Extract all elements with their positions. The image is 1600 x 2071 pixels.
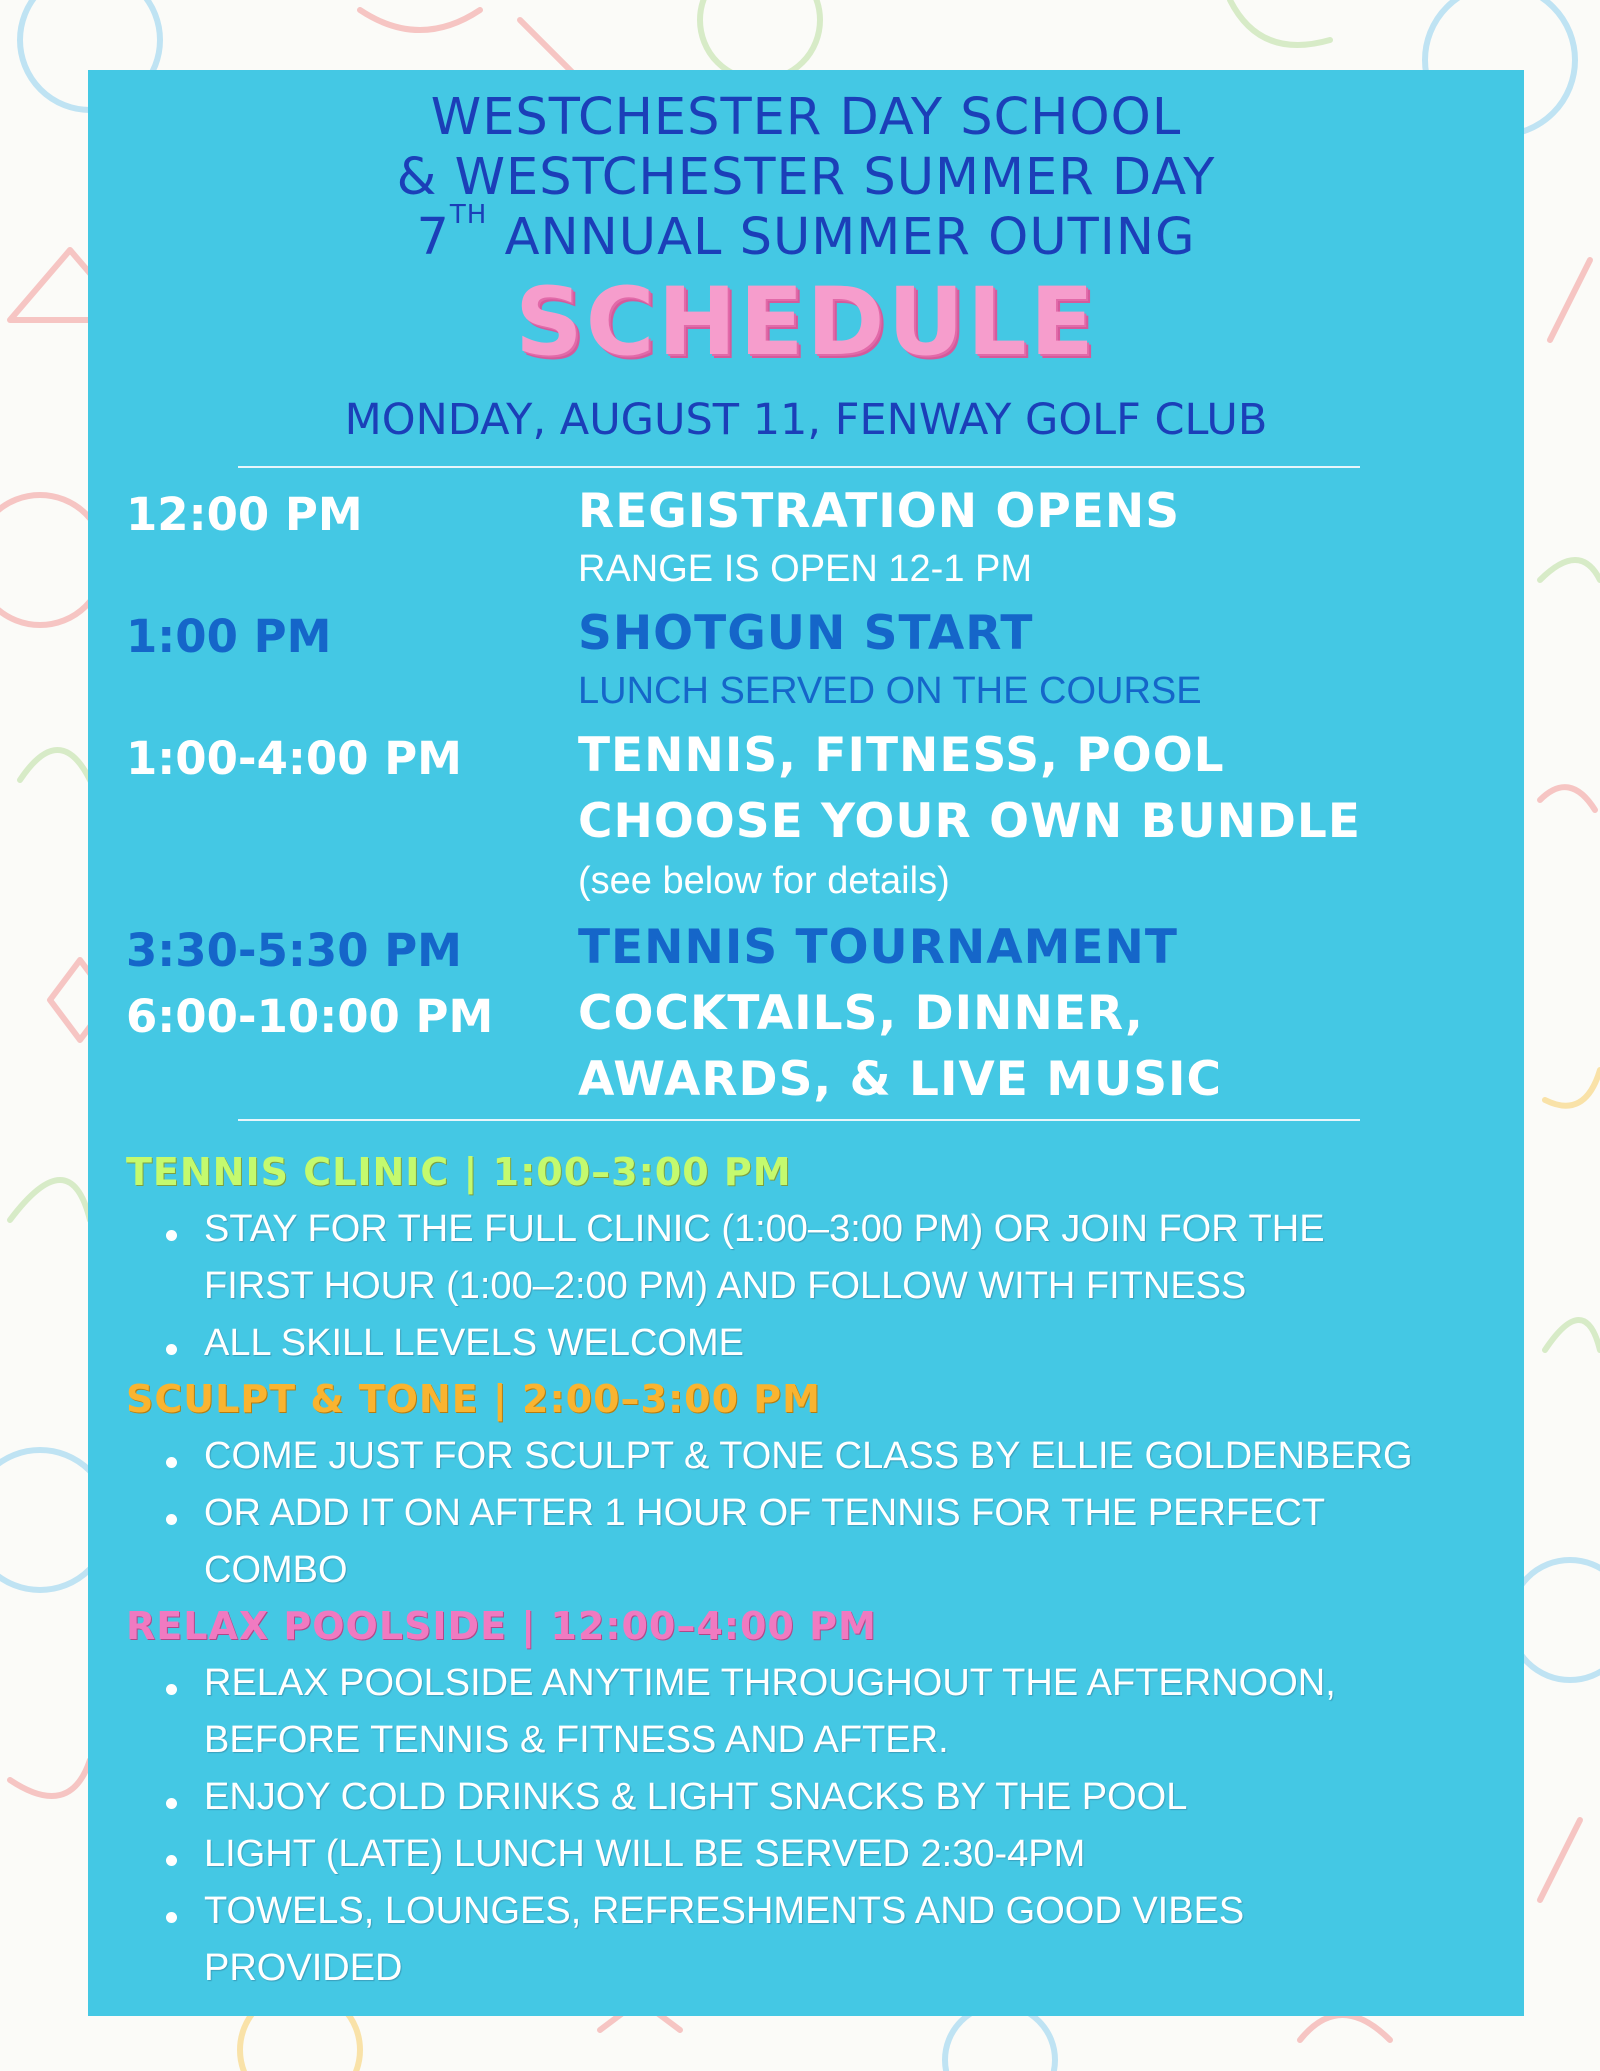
date-location: MONDAY, AUGUST 11, FENWAY GOLF CLUB xyxy=(344,395,1268,445)
tennis-clinic-heading: TENNIS CLINIC | 1:00–3:00 PM xyxy=(126,1150,792,1194)
divider xyxy=(238,1119,1360,1121)
bullet-icon xyxy=(166,1457,177,1468)
bullet-icon xyxy=(166,1230,177,1241)
bullet-icon xyxy=(166,1684,177,1695)
bullet-icon xyxy=(166,1798,177,1809)
schedule-event: TENNIS, FITNESS, POOL xyxy=(578,728,1225,783)
sculpt-detail: OR ADD IT ON AFTER 1 HOUR OF TENNIS FOR THE PERFECT xyxy=(204,1492,1326,1534)
schedule-event: TENNIS TOURNAMENT xyxy=(578,920,1178,975)
pool-detail: PROVIDED xyxy=(204,1947,403,1989)
bullet-icon xyxy=(166,1514,177,1525)
schedule-event: AWARDS, & LIVE MUSIC xyxy=(578,1052,1223,1107)
pool-detail: TOWELS, LOUNGES, REFRESHMENTS AND GOOD VIBES xyxy=(204,1890,1245,1932)
sculpt-detail: COMBO xyxy=(204,1549,348,1591)
event-name-rest: ANNUAL SUMMER OUTING xyxy=(487,208,1196,267)
schedule-event: REGISTRATION OPENS xyxy=(578,484,1181,539)
schedule-time: 6:00-10:00 PM xyxy=(126,990,494,1043)
schedule-time: 1:00 PM xyxy=(126,610,332,663)
page-title: SCHEDULE xyxy=(514,268,1098,377)
tennis-detail: ALL SKILL LEVELS WELCOME xyxy=(204,1322,744,1364)
relax-poolside-heading: RELAX POOLSIDE | 12:00–4:00 PM xyxy=(126,1604,877,1648)
camp-name: & WESTCHESTER SUMMER DAY xyxy=(396,148,1216,207)
schedule-time: 12:00 PM xyxy=(126,488,363,541)
pool-detail: BEFORE TENNIS & FITNESS AND AFTER. xyxy=(204,1719,949,1761)
pool-detail: ENJOY COLD DRINKS & LIGHT SNACKS BY THE POOL xyxy=(204,1776,1188,1818)
schedule-time: 1:00-4:00 PM xyxy=(126,732,462,785)
bullet-icon xyxy=(166,1912,177,1923)
tennis-detail: FIRST HOUR (1:00–2:00 PM) AND FOLLOW WITH FITNESS xyxy=(204,1265,1247,1307)
schedule-time: 3:30-5:30 PM xyxy=(126,924,462,977)
schedule-panel xyxy=(88,70,1524,2016)
pool-detail: LIGHT (LATE) LUNCH WILL BE SERVED 2:30-4PM xyxy=(204,1833,1086,1875)
divider xyxy=(238,466,1360,468)
sculpt-detail: COME JUST FOR SCULPT & TONE CLASS BY ELLIE GOLDENBERG xyxy=(204,1435,1413,1477)
sculpt-tone-heading: SCULPT & TONE | 2:00–3:00 PM xyxy=(126,1377,821,1421)
schedule-event: SHOTGUN START xyxy=(578,606,1034,661)
schedule-event-detail: RANGE IS OPEN 12-1 PM xyxy=(578,548,1033,590)
schedule-event-detail: (see below for details) xyxy=(578,860,950,902)
bullet-icon xyxy=(166,1855,177,1866)
ordinal-suffix: TH xyxy=(449,200,488,230)
pool-detail: RELAX POOLSIDE ANYTIME THROUGHOUT THE AFTERNOON, xyxy=(204,1662,1336,1704)
bullet-icon xyxy=(166,1344,177,1355)
event-name xyxy=(88,200,1524,267)
annual-number: 7 xyxy=(416,208,450,267)
tennis-detail: STAY FOR THE FULL CLINIC (1:00–3:00 PM) OR JOIN FOR THE xyxy=(204,1208,1325,1250)
schedule-event-detail: LUNCH SERVED ON THE COURSE xyxy=(578,670,1202,712)
school-name: WESTCHESTER DAY SCHOOL xyxy=(430,88,1182,147)
schedule-event: COCKTAILS, DINNER, xyxy=(578,986,1144,1041)
schedule-event: CHOOSE YOUR OWN BUNDLE xyxy=(578,794,1361,849)
